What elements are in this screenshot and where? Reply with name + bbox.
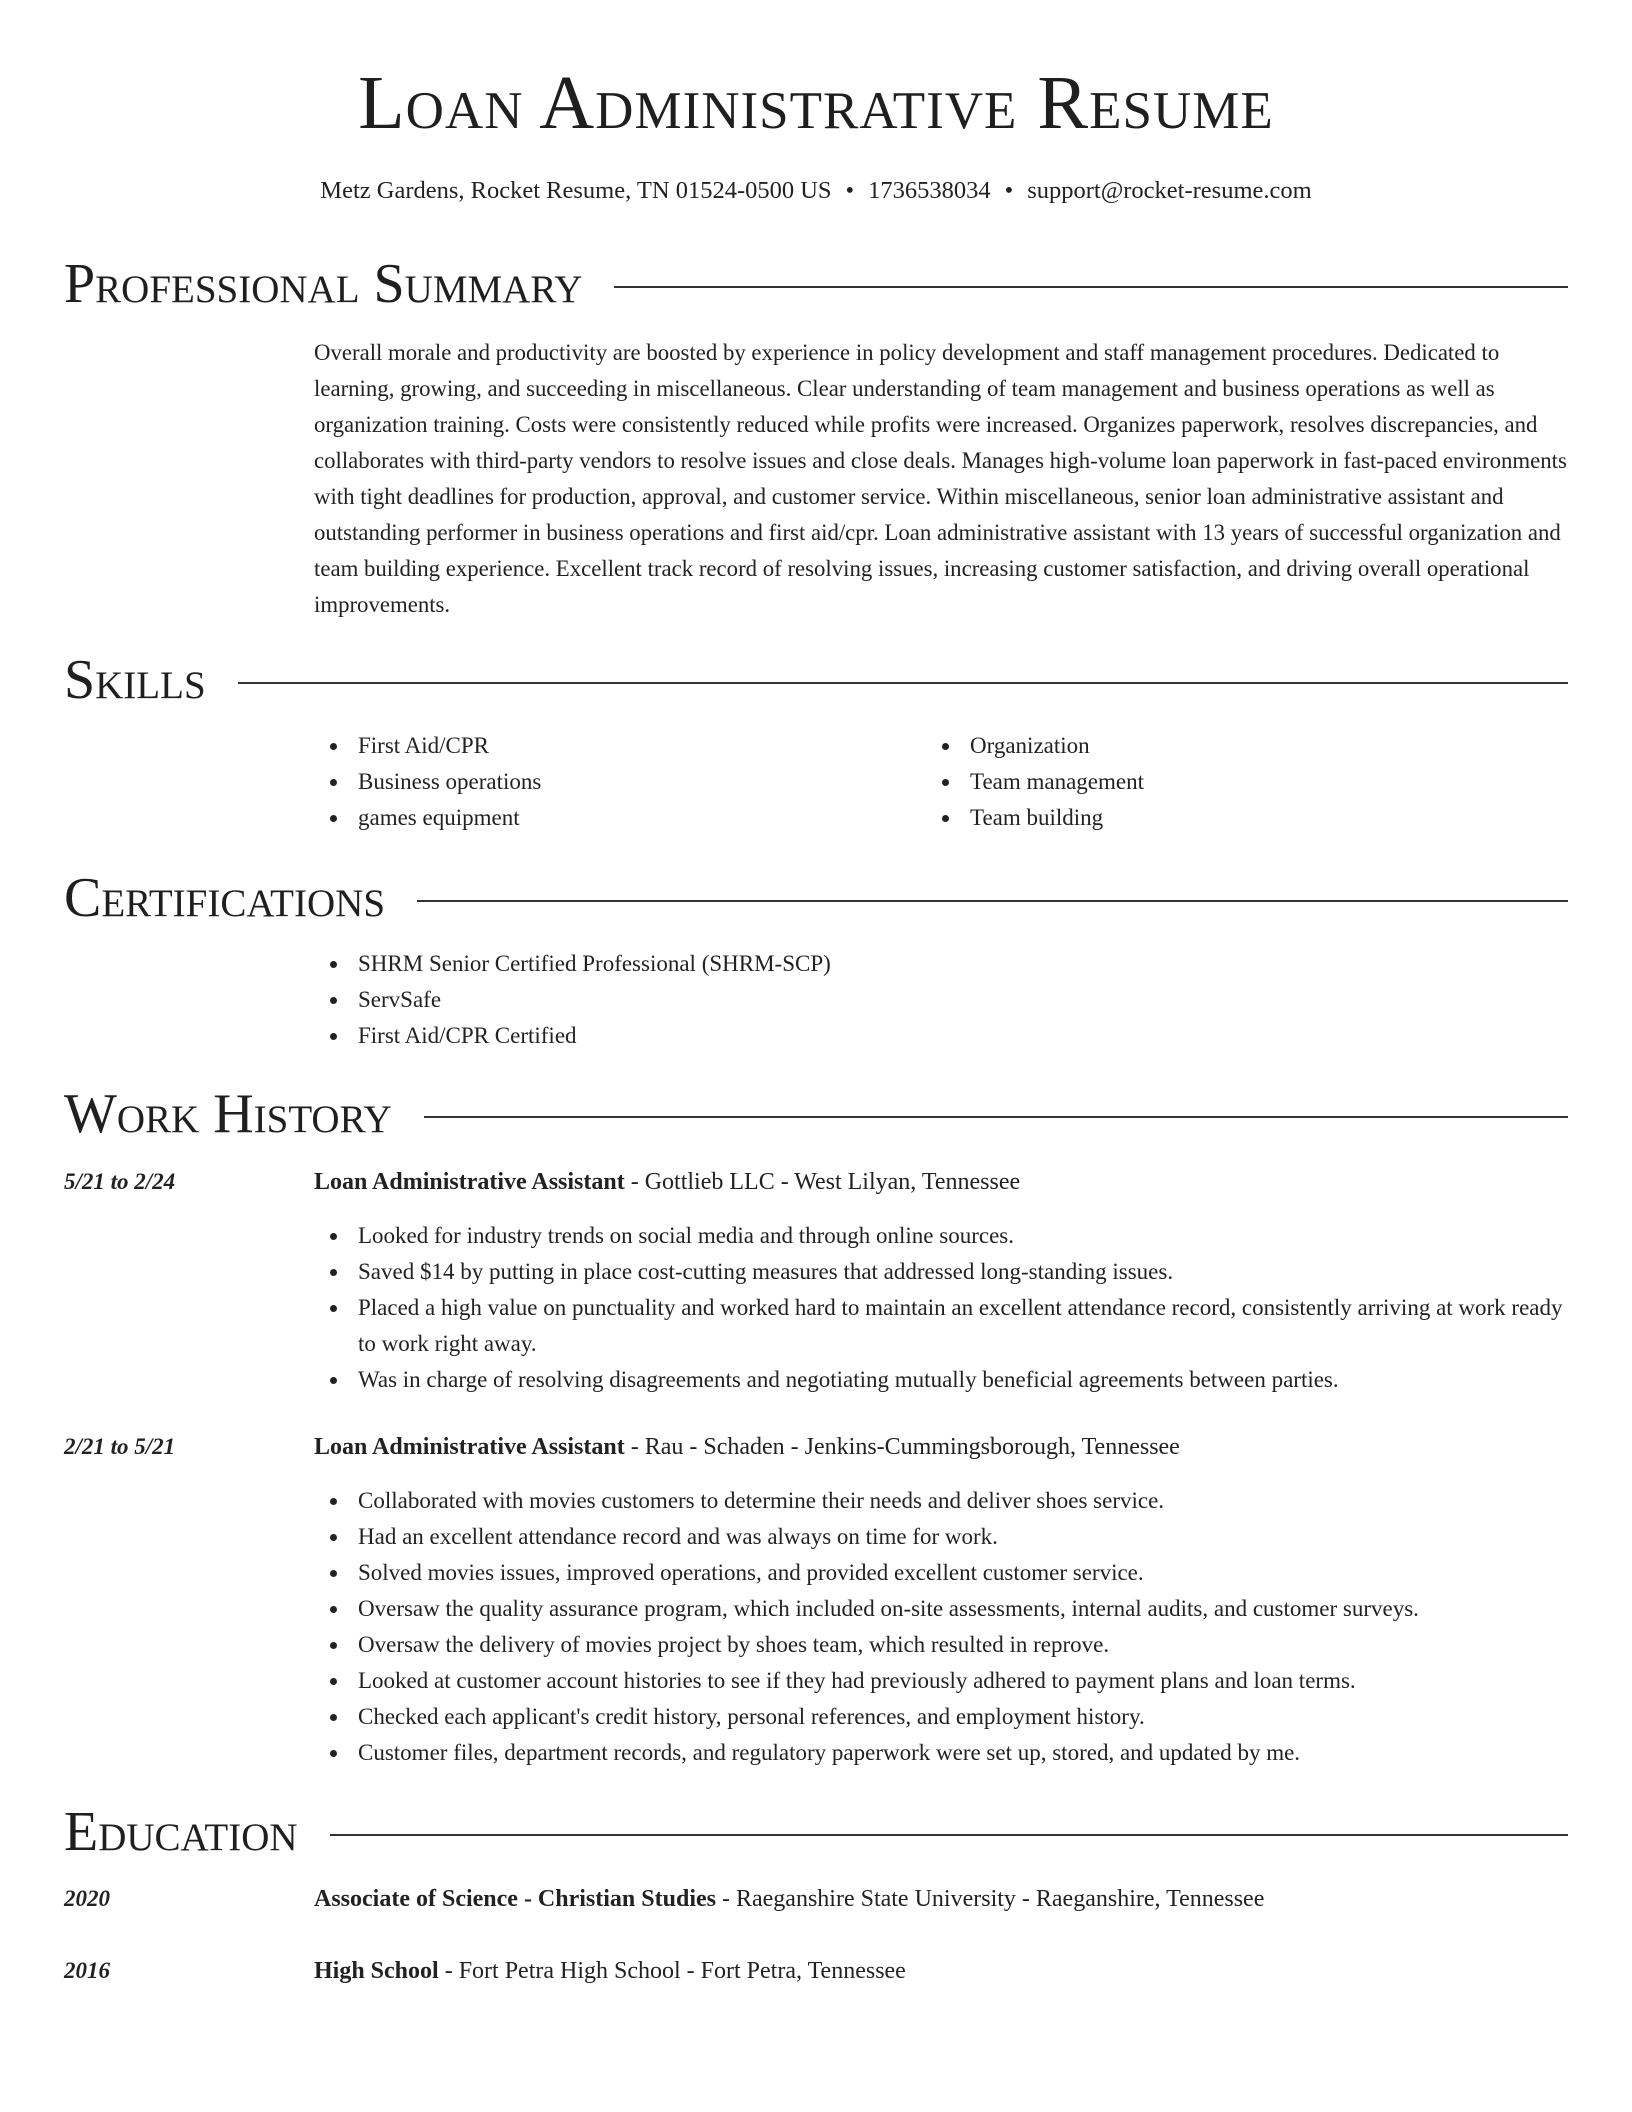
- bullet-dot: [330, 1606, 337, 1613]
- job-bullet-text: Collaborated with movies customers to determine their needs and deliver shoes service.: [358, 1488, 1165, 1513]
- skill-item: [926, 728, 1526, 764]
- education-line: [314, 1953, 906, 1989]
- skill-item: [314, 728, 914, 764]
- contact-email[interactable]: support@rocket-resume.com: [1027, 177, 1312, 204]
- job-bullet-text: Solved movies issues, improved operations, and provided excellent customer service.: [358, 1560, 1144, 1585]
- certifications-list: [314, 946, 1568, 1054]
- skill-text: First Aid/CPR: [358, 733, 490, 758]
- certification-item: [314, 946, 1568, 982]
- bullet-dot: [330, 1233, 337, 1240]
- bullet-dot: [330, 1033, 337, 1040]
- job-dates: 2/21 to 5/21: [64, 1434, 176, 1459]
- skills-heading-row: [64, 648, 1568, 712]
- bullet-dot: [330, 779, 337, 786]
- summary-heading: Professional Summary: [64, 253, 583, 315]
- bullet-dot: [942, 815, 949, 822]
- bullet-dot: [330, 1498, 337, 1505]
- job-bullets: [314, 1218, 1568, 1398]
- bullet-dot: [330, 1269, 337, 1276]
- skills-heading: Skills: [64, 649, 206, 711]
- summary-heading-row: [64, 252, 1568, 316]
- education-degree: High School: [314, 1958, 439, 1984]
- job-bullet-text: Customer files, department records, and regulatory paperwork were set up, stored, and updated by me.: [358, 1740, 1301, 1765]
- education-line: [314, 1881, 1264, 1917]
- bullet-dot: [942, 779, 949, 786]
- bullet-dot: [330, 815, 337, 822]
- section-divider: [614, 286, 1568, 288]
- job-bullet-text: Oversaw the quality assurance program, which included on-site assessments, internal audits, and customer surveys.: [358, 1596, 1419, 1621]
- section-divider: [424, 1116, 1568, 1118]
- contact-phone[interactable]: 1736538034: [868, 177, 991, 204]
- skill-item: [314, 800, 914, 836]
- certification-text: ServSafe: [358, 987, 442, 1012]
- job-bullet: [314, 1627, 1568, 1663]
- skill-item: [314, 764, 914, 800]
- job-dates: 5/21 to 2/24: [64, 1169, 176, 1194]
- skill-text: Organization: [970, 733, 1090, 758]
- job-bullet: [314, 1362, 1568, 1398]
- bullet-dot: [330, 1642, 337, 1649]
- contact-separator: •: [1004, 177, 1014, 204]
- skill-text: Business operations: [358, 769, 542, 794]
- job-bullet: [314, 1699, 1568, 1735]
- certifications-heading: Certifications: [64, 867, 386, 929]
- bullet-dot: [330, 1750, 337, 1757]
- job-bullet: [314, 1663, 1568, 1699]
- job-bullet-text: Checked each applicant's credit history, personal references, and employment history.: [358, 1704, 1145, 1729]
- bullet-dot: [330, 1377, 337, 1384]
- bullet-dot: [330, 1534, 337, 1541]
- certifications-heading-row: [64, 866, 1568, 930]
- bullet-dot: [330, 1305, 337, 1312]
- skills-right-column: [926, 728, 1526, 836]
- bullet-dot: [330, 1678, 337, 1685]
- job-details: - Rau - Schaden - Jenkins-Cummingsborough, Tennessee: [624, 1434, 1180, 1460]
- skills-left-column: [314, 728, 914, 836]
- job-bullet: [314, 1735, 1568, 1771]
- education-year: 2020: [64, 1886, 110, 1911]
- section-divider: [330, 1834, 1568, 1836]
- skill-item: [926, 800, 1526, 836]
- job-bullet-text: Looked at customer account histories to see if they had previously adhered to payment plans and loan terms.: [358, 1668, 1356, 1693]
- job-bullets: [314, 1483, 1568, 1771]
- job-bullet: [314, 1290, 1568, 1362]
- certification-item: [314, 1018, 1568, 1054]
- skill-item: [926, 764, 1526, 800]
- bullet-dot: [330, 961, 337, 968]
- bullet-dot: [330, 743, 337, 750]
- job-bullet: [314, 1519, 1568, 1555]
- skill-text: games equipment: [358, 805, 520, 830]
- education-heading: Education: [64, 1801, 298, 1863]
- education-degree: Associate of Science - Christian Studies: [314, 1886, 716, 1912]
- job-details: - Gottlieb LLC - West Lilyan, Tennessee: [624, 1169, 1021, 1195]
- resume-title: Loan Administrative Resume: [358, 61, 1274, 145]
- education-details: - Fort Petra High School - Fort Petra, Tennessee: [438, 1958, 906, 1984]
- job-bullet: [314, 1254, 1568, 1290]
- job-bullet: [314, 1591, 1568, 1627]
- section-divider: [238, 682, 1568, 684]
- job-title: Loan Administrative Assistant: [314, 1169, 625, 1195]
- job-title: Loan Administrative Assistant: [314, 1434, 625, 1460]
- job-bullet: [314, 1555, 1568, 1591]
- education-details: - Raeganshire State University - Raeganshire, Tennessee: [715, 1886, 1265, 1912]
- job-bullet-text: Had an excellent attendance record and was always on time for work.: [358, 1524, 998, 1549]
- contact-line: [0, 174, 1632, 208]
- job-bullet: [314, 1483, 1568, 1519]
- job-title-line: [314, 1429, 1180, 1465]
- bullet-dot: [942, 743, 949, 750]
- education-heading-row: [64, 1800, 1568, 1864]
- bullet-dot: [330, 1714, 337, 1721]
- contact-separator: •: [845, 177, 855, 204]
- certification-text: SHRM Senior Certified Professional (SHRM-SCP): [358, 951, 831, 976]
- work-heading: Work History: [64, 1083, 392, 1145]
- work-heading-row: [64, 1082, 1568, 1146]
- job-bullet-text: Looked for industry trends on social media and through online sources.: [358, 1223, 1014, 1248]
- certification-item: [314, 982, 1568, 1018]
- skill-text: Team management: [970, 769, 1145, 794]
- job-bullet-text: Placed a high value on punctuality and worked hard to maintain an excellent attendance record, consistently arriving at work ready to work right away.: [358, 1295, 1563, 1356]
- bullet-dot: [330, 997, 337, 1004]
- skill-text: Team building: [970, 805, 1104, 830]
- certification-text: First Aid/CPR Certified: [358, 1023, 577, 1048]
- job-bullet-text: Oversaw the delivery of movies project by shoes team, which resulted in reprove.: [358, 1632, 1110, 1657]
- job-title-line: [314, 1164, 1020, 1200]
- section-divider: [417, 900, 1568, 902]
- job-bullet-text: Saved $14 by putting in place cost-cutting measures that addressed long-standing issues.: [358, 1259, 1174, 1284]
- summary-text: Overall morale and productivity are boosted by experience in policy development and staff management procedures. Dedicated to learning, growing, and succeeding in miscellaneous. Clear understanding of team management and business operations as well as organization training. Costs were consistently reduced while profits were increased. Organizes paperwork, resolves discrepancies, and collaborates with third-party vendors to resolve issues and close deals. Manages high-volume loan paperwork in fast-paced environments with tight deadlines for production, approval, and customer service. Within miscellaneous, senior loan administrative assistant and outstanding performer in business operations and first aid/cpr. Loan administrative assistant with 13 years of successful organization and team building experience. Excellent track record of resolving issues, increasing customer satisfaction, and driving overall operational improvements.: [314, 340, 1567, 617]
- contact-address: Metz Gardens, Rocket Resume, TN 01524-0500 US: [320, 177, 832, 204]
- education-year: 2016: [64, 1958, 110, 1983]
- job-bullet: [314, 1218, 1568, 1254]
- job-bullet-text: Was in charge of resolving disagreements and negotiating mutually beneficial agreements between parties.: [358, 1367, 1339, 1392]
- bullet-dot: [330, 1570, 337, 1577]
